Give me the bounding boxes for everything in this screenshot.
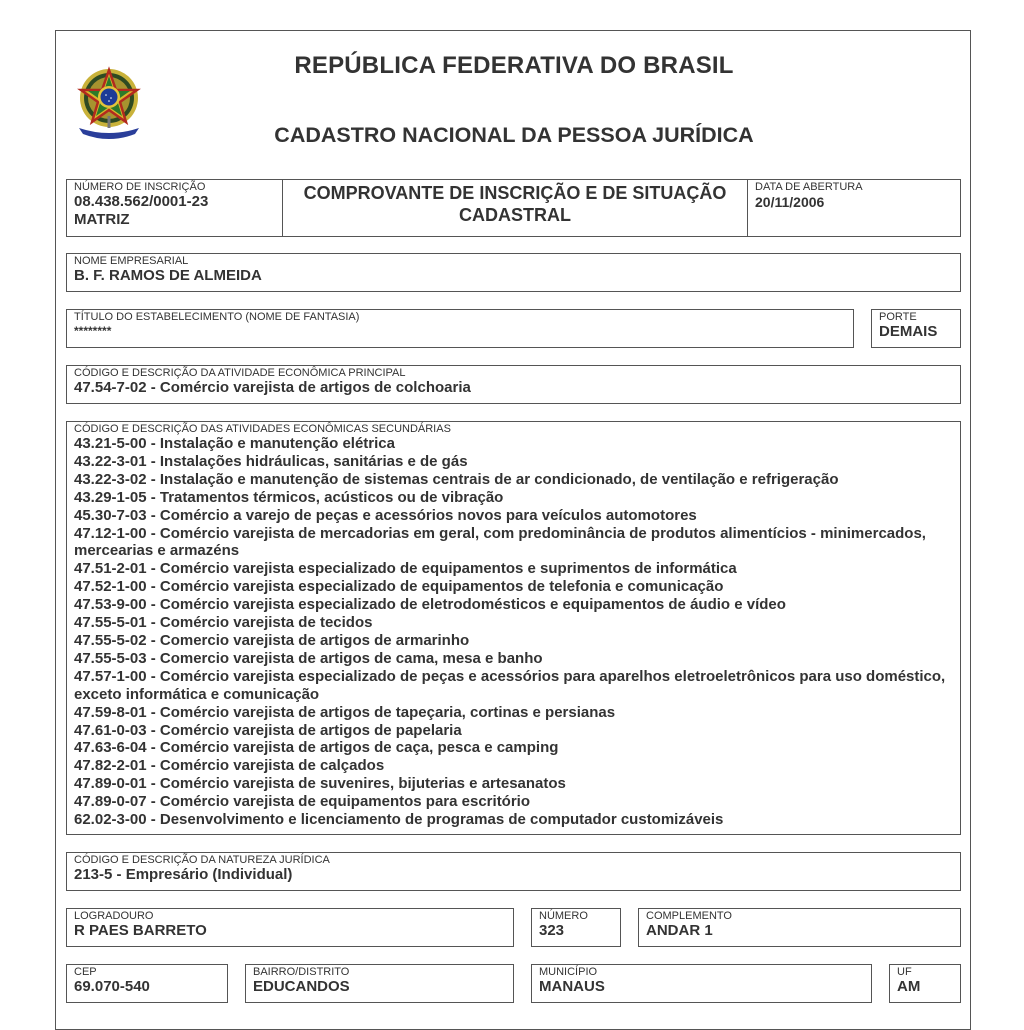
cnpj-value: 08.438.562/0001-23 (74, 193, 209, 210)
numero-label: NÚMERO (539, 910, 588, 922)
bairro-field (245, 964, 514, 1003)
list-item: 47.55-5-03 - Comercio varejista de artigos de cama, mesa e banho (74, 649, 543, 667)
complemento-field (638, 908, 961, 947)
list-item: 43.21-5-00 - Instalação e manutenção elétrica (74, 435, 395, 452)
complemento-label: COMPLEMENTO (646, 910, 732, 922)
list-item: 47.89-0-07 - Comércio varejista de equipamentos para escritório (74, 793, 531, 811)
titulo-estabelecimento-label: TÍTULO DO ESTABELECIMENTO (NOME DE FANTASIA) (74, 311, 360, 323)
cep-value: 69.070-540 (74, 978, 150, 995)
atividade-principal-value: 47.54-7-02 - Comércio varejista de artigos de colchoaria (74, 379, 471, 396)
numero-field (531, 908, 621, 947)
nome-empresarial-label: NOME EMPRESARIAL (74, 255, 189, 267)
list-item: 47.57-1-00 - Comércio varejista especializado de peças e acessórios para aparelhos eletroeletrônicos para uso doméstico, exceto informática e comunicação (74, 667, 946, 703)
list-item: 47.59-8-01 - Comércio varejista de artigos de tapeçaria, cortinas e persianas (74, 703, 616, 721)
list-item: 47.52-1-00 - Comércio varejista especializado de equipamentos de telefonia e comunicação (74, 578, 724, 596)
logradouro-value: R PAES BARRETO (74, 922, 207, 939)
atividades-secundarias-label: CÓDIGO E DESCRIÇÃO DAS ATIVIDADES ECONÔMICAS SECUNDÁRIAS (74, 423, 451, 435)
list-item: 47.61-0-03 - Comércio varejista de artigos de papelaria (74, 721, 462, 739)
list-item: 47.63-6-04 - Comércio varejista de artigos de caça, pesca e camping (74, 739, 559, 757)
natureza-juridica-field (66, 852, 961, 891)
atividade-principal-field (66, 365, 961, 404)
numero-inscricao-field (67, 180, 282, 236)
list-item: 43.22-3-02 - Instalação e manutenção de sistemas centrais de ar condicionado, de ventilação e refrigeração (74, 470, 839, 488)
numero-value: 323 (539, 922, 565, 939)
atividade-principal-label: CÓDIGO E DESCRIÇÃO DA ATIVIDADE ECONÔMICA PRINCIPAL (74, 367, 406, 379)
porte-field (871, 309, 961, 348)
titulo-estabelecimento-value: ******** (74, 324, 112, 338)
header-subtitle: CADASTRO NACIONAL DA PESSOA JURÍDICA (274, 123, 754, 147)
list-item: 43.22-3-01 - Instalações hidráulicas, sanitárias e de gás (74, 452, 468, 470)
list-item: 47.55-5-01 - Comércio varejista de tecidos (74, 614, 373, 632)
tipo-value: MATRIZ (74, 211, 130, 228)
logradouro-label: LOGRADOURO (74, 910, 154, 922)
municipio-value: MANAUS (539, 978, 605, 995)
inscricao-row (66, 179, 961, 237)
uf-label: UF (897, 966, 912, 978)
list-item: 47.55-5-02 - Comercio varejista de artigos de armarinho (74, 631, 470, 649)
municipio-label: MUNICÍPIO (539, 966, 598, 978)
list-item: 47.51-2-01 - Comércio varejista especializado de equipamentos e suprimentos de informática (74, 560, 737, 578)
list-item: 62.02-3-00 - Desenvolvimento e licenciamento de programas de computador customizáveis (74, 811, 724, 829)
list-item: 47.89-0-01 - Comércio varejista de suvenires, bijuterias e artesanatos (74, 775, 566, 793)
atividades-secundarias-list (74, 435, 956, 829)
bairro-value: EDUCANDOS (253, 978, 350, 995)
nome-empresarial-value: B. F. RAMOS DE ALMEIDA (74, 267, 262, 284)
uf-value: AM (897, 978, 921, 995)
complemento-value: ANDAR 1 (646, 922, 713, 939)
list-item: 47.53-9-00 - Comércio varejista especializado de eletrodomésticos e equipamentos de áudio e vídeo (74, 596, 786, 614)
titulo-estabelecimento-field (66, 309, 854, 348)
list-item: 47.82-2-01 - Comércio varejista de calçados (74, 757, 385, 775)
cep-label: CEP (74, 966, 97, 978)
uf-field (889, 964, 961, 1003)
porte-value: DEMAIS (879, 323, 938, 340)
list-item: 47.12-1-00 - Comércio varejista de mercadorias em geral, com predominância de produtos alimentícios - minimercados, mercearias e armazéns (74, 524, 926, 560)
nome-empresarial-field (66, 253, 961, 292)
numero-inscricao-label: NÚMERO DE INSCRIÇÃO (74, 181, 206, 193)
logradouro-field (66, 908, 514, 947)
municipio-field (531, 964, 872, 1003)
atividades-secundarias-field (66, 421, 961, 835)
header-title: REPÚBLICA FEDERATIVA DO BRASIL (294, 52, 734, 79)
natureza-juridica-label: CÓDIGO E DESCRIÇÃO DA NATUREZA JURÍDICA (74, 854, 330, 866)
cep-field (66, 964, 228, 1003)
list-item: 43.29-1-05 - Tratamentos térmicos, acústicos ou de vibração (74, 488, 504, 506)
bairro-label: BAIRRO/DISTRITO (253, 966, 350, 978)
list-item: 45.30-7-03 - Comércio a varejo de peças e acessórios novos para veículos automotores (74, 506, 697, 524)
natureza-juridica-value: 213-5 - Empresário (Individual) (74, 866, 293, 883)
data-abertura-value: 20/11/2006 (755, 194, 825, 210)
data-abertura-label: DATA DE ABERTURA (755, 181, 863, 193)
document-title (283, 182, 747, 226)
data-abertura-field (748, 180, 961, 236)
document-title-line1: COMPROVANTE DE INSCRIÇÃO E DE SITUAÇÃO (303, 183, 727, 203)
document-title-line2: CADASTRAL (459, 205, 571, 225)
porte-label: PORTE (879, 311, 917, 323)
